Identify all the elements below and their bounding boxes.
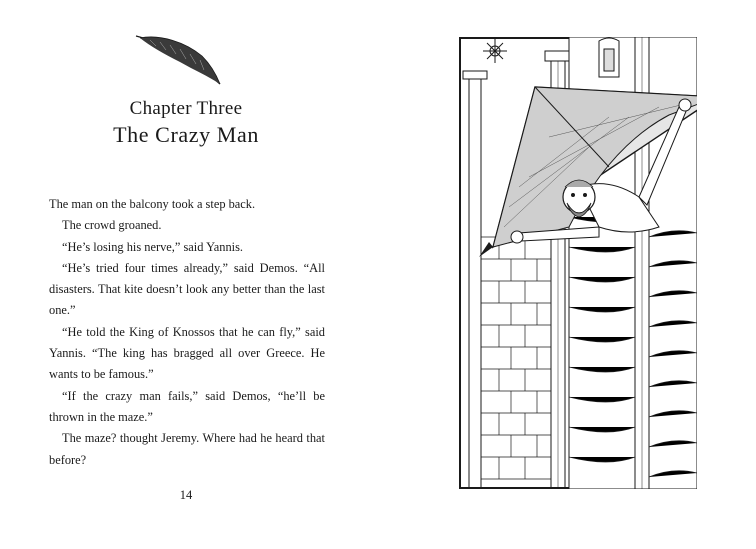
paragraph: The man on the balcony took a step back.	[49, 197, 256, 211]
feather-icon	[130, 30, 230, 90]
page-number: 14	[179, 488, 193, 502]
paragraph: “He’s tried four times already,” said Demos. “All disasters. That kite doesn’t look any better than the last one.”	[49, 260, 325, 318]
paragraph: “He told the King of Knossos that he can fly,” said Yannis. “The king has bragged all over Greece. He wants to be famous.”	[49, 324, 325, 382]
paragraph: “He’s losing his nerve,” said Yannis.	[62, 239, 244, 254]
paragraph: “If the crazy man fails,” said Demos, “he’ll be thrown in the maze.”	[49, 388, 325, 424]
chapter-body	[49, 194, 325, 471]
paragraph: The crowd groaned.	[62, 218, 162, 233]
chapter-title: The Crazy Man	[113, 122, 259, 147]
paragraph: The maze? thought Jeremy. Where had he heard that before?	[49, 431, 325, 467]
chapter-number: Chapter Three	[129, 98, 243, 119]
man-with-kite-illustration	[459, 37, 697, 489]
